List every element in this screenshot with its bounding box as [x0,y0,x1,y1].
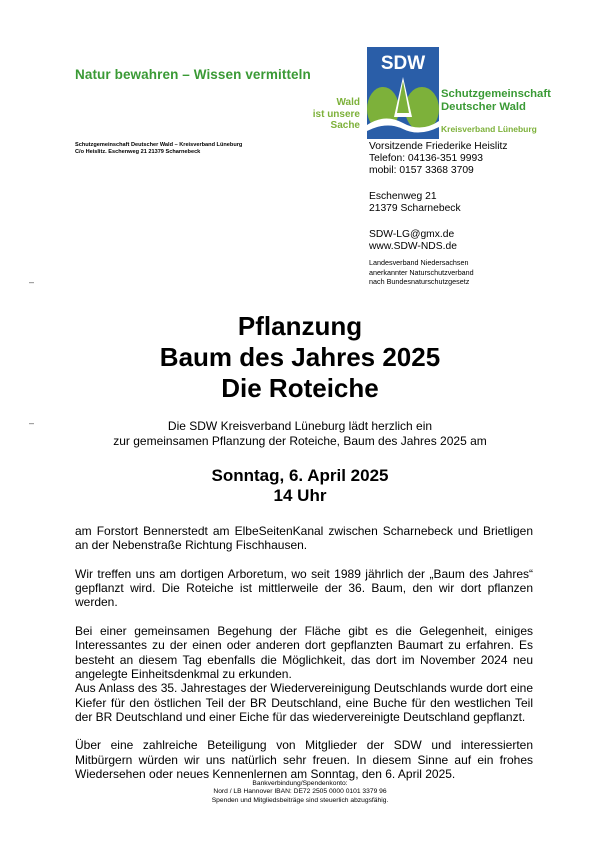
intro-text [0,419,600,448]
logo-org-name [441,88,551,114]
contact-city: 21379 Scharnebeck [369,203,461,214]
logo-abbr: SDW [380,53,426,74]
body-paragraph-arboretum: Wir treffen uns am dortigen Arboretum, wo seit 1989 jährlich der „Baum des Jahres“ gepflanzt wird. Die Roteiche ist mittlerweile der 36. Baum, den wir dort pflanzen werden. [75,566,533,610]
sender-line-2: C/o Heislitz. Eschenweg 21 21379 Scharnebeck [75,149,201,155]
body-text [75,524,533,796]
logo-org-line-2: Deutscher Wald [441,101,526,113]
title-line-3: Die Roteiche [221,373,379,403]
tax-note: Spenden und Mitgliedsbeiträge sind steuerlich abzugsfähig. [211,796,389,804]
contact-email: SDW-LG@gmx.de [369,229,455,240]
contact-block [369,141,508,253]
page-title [0,311,600,404]
body-paragraph-reunification: Aus Anlass des 35. Jahrestages der Wiedervereinigung Deutschlands wurde dort eine Kiefer für den östlichen Teil der BR Deutschland, eine Buche für den westlichen Teil der BR Deutschland und einer Eiche für das wiedervereinigte Deutschland gepflanzt. [75,681,533,724]
body-paragraph-walk: Bei einer gemeinsamen Begehung der Fläche gibt es die Gelegenheit, einiges Interessantes zu der einen oder anderen dort gepflanzten Baumart zu erfahren. Es besteht an diesem Tag ebenfalls die Möglichkeit, das dort im November 2024 neu angelegte Einheitsdenkmal zu erkunden. [75,624,533,681]
contact-mobile: mobil: 0157 3368 3709 [369,165,474,176]
lv-line-3: nach Bundesnaturschutzgesetz [369,277,470,286]
body-paragraph-invitation: Über eine zahlreiche Beteiligung von Mitglieder der SDW und interessierten Mitbürgern würden wir uns natürlich sehr freuen. In diesem Sinne auf ein frohes Wiedersehen oder neues Kennenlernen am Sonntag, den 6. April 2025. [75,738,533,782]
body-paragraph-location: am Forstort Bennerstedt am ElbeSeitenKanal zwischen Scharnebeck und Brietligen an der Nebenstraße Richtung Fischhausen. [75,524,533,553]
bank-label: Bankverbindung/Spendenkonto: [252,780,348,787]
lv-line-2: anerkannter Naturschutzverband [369,267,474,277]
contact-chair: Vorsitzende Friederike Heislitz [369,141,508,152]
sender-address [75,142,242,156]
sdw-logo [367,47,439,139]
logo-wald-line-3: Sache [330,120,360,131]
fold-mark-1: – [29,277,35,287]
lv-line-1: Landesverband Niedersachsen [369,258,469,267]
logo-wald-line-1: Wald [336,97,360,108]
contact-phone: Telefon: 04136-351 9993 [369,153,483,164]
logo-wald-line-2: ist unsere [312,108,360,120]
title-line-2: Baum des Jahres 2025 [159,342,441,372]
fold-mark-2: – [29,418,35,428]
event-time: 14 Uhr [273,486,327,505]
landesverband-info [369,258,474,287]
logo-kreisverband: Kreisverband Lüneburg [441,124,537,134]
contact-street: Eschenweg 21 [369,191,437,202]
sender-line-1: Schutzgemeinschaft Deutscher Wald – Kreisverband Lüneburg [75,142,243,148]
slogan: Natur bewahren – Wissen vermitteln [75,67,311,82]
title-line-1: Pflanzung [237,311,363,341]
contact-web: www.SDW-NDS.de [369,241,457,252]
logo-wald-slogan [304,97,360,132]
intro-line-1: Die SDW Kreisverband Lüneburg lädt herzlich ein [167,419,433,433]
intro-line-2: zur gemeinsamen Pflanzung der Roteiche, Baum des Jahres 2025 am [113,433,487,448]
bank-details: Nord / LB Hannover IBAN: DE72 2505 0000 0101 3379 96 [213,788,387,796]
logo-org-line-1: Schutzgemeinschaft [441,88,551,100]
event-day: Sonntag, 6. April 2025 [211,466,389,485]
bank-footer [0,780,600,805]
event-date [0,466,600,506]
